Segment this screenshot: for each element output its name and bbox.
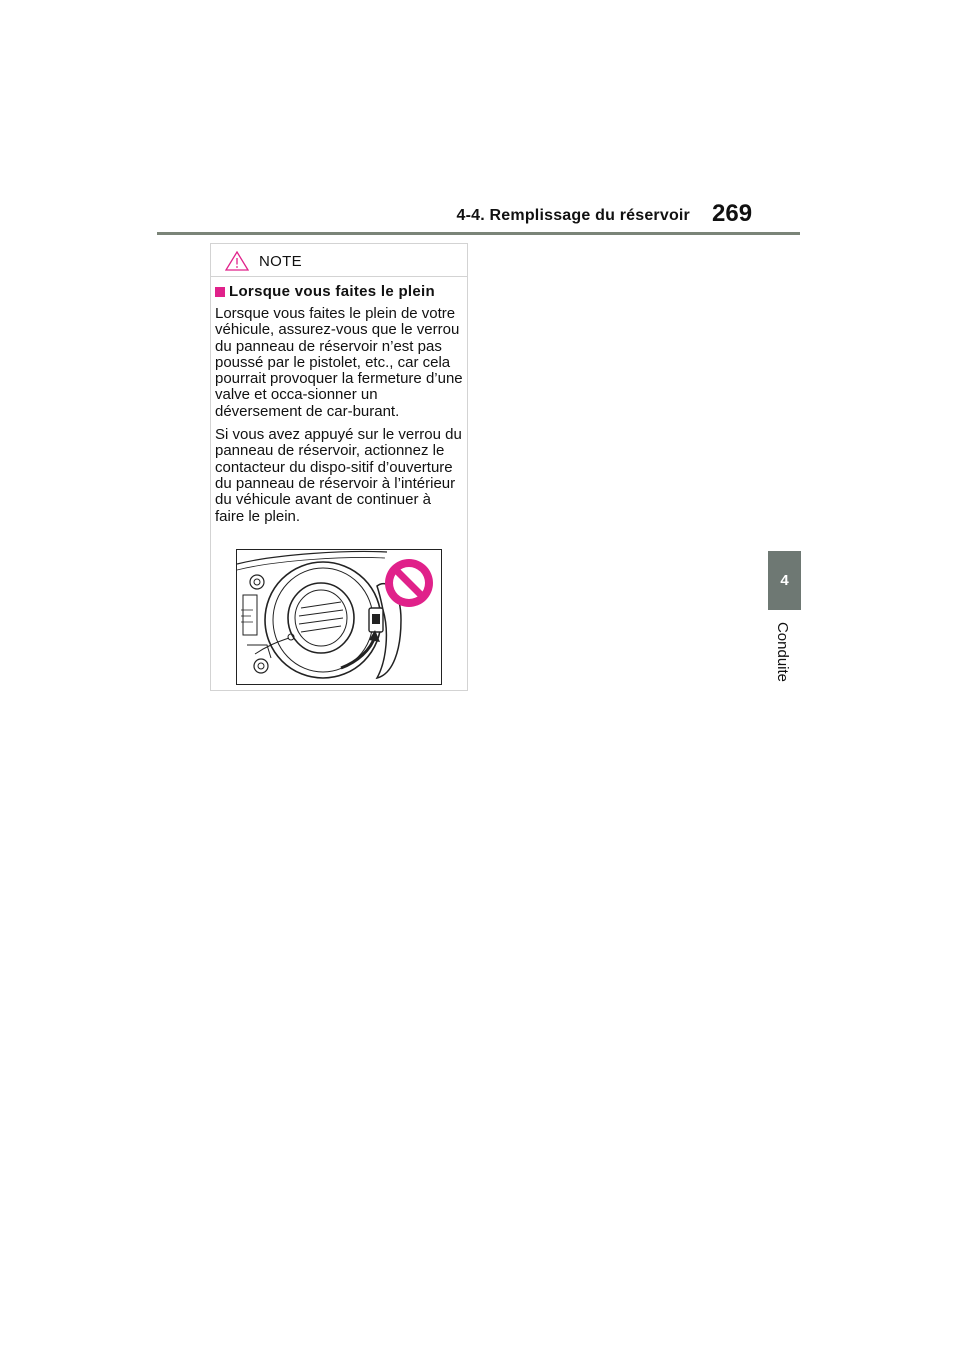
fuel-door-drawing	[237, 550, 442, 685]
chapter-tab: 4	[768, 551, 801, 610]
section-title: 4-4. Remplissage du réservoir	[456, 207, 690, 224]
note-box	[210, 243, 468, 691]
square-bullet-icon	[215, 287, 225, 297]
fuel-door-illustration	[236, 549, 442, 685]
note-heading-text: Lorsque vous faites le plein	[229, 283, 435, 300]
header-divider	[157, 232, 800, 235]
note-label: NOTE	[259, 253, 302, 270]
page-number: 269	[712, 200, 753, 227]
note-body	[211, 277, 467, 525]
chapter-label: Conduite	[774, 621, 791, 683]
note-paragraph: Si vous avez appuyé sur le verrou du panneau de réservoir, actionnez le contacteur du dispo-sitif d’ouverture du panneau de réservoir à l’intérieur du véhicule avant de continuer à faire le plein.	[215, 426, 462, 525]
warning-triangle-icon	[225, 251, 249, 271]
note-header	[211, 244, 467, 277]
note-paragraph: Lorsque vous faites le plein de votre véhicule, assurez-vous que le verrou du panneau de réservoir n’est pas poussé par le pistolet, etc., car cela pourrait provoquer la fermeture d’une valve et occa-sionner un déversement de car-burant.	[215, 305, 463, 420]
note-heading	[215, 283, 463, 300]
